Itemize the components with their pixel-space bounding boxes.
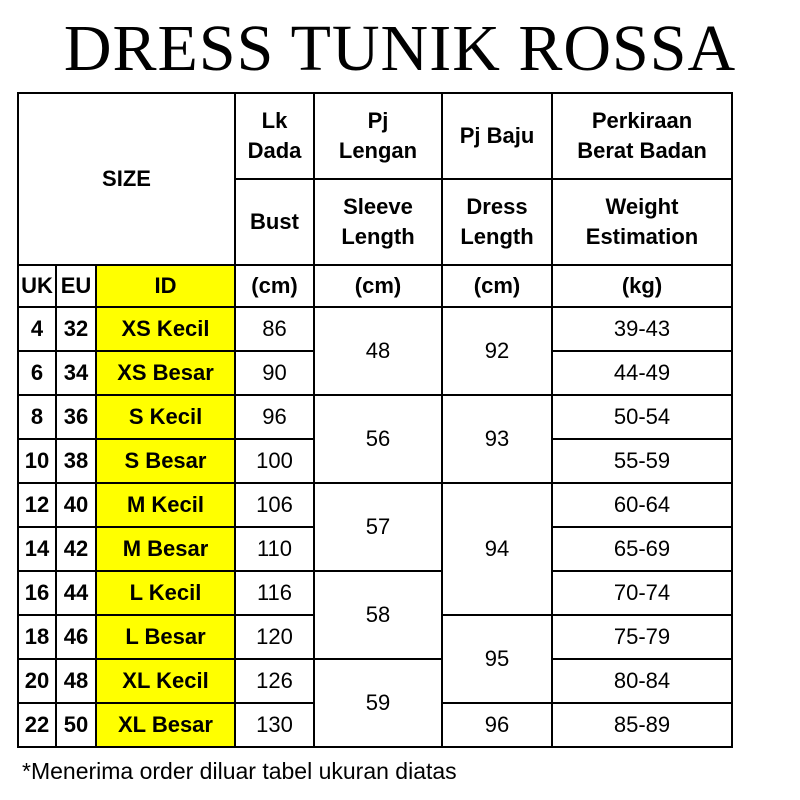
uk-cell: 22 xyxy=(18,703,56,747)
bust-unit: (cm) xyxy=(235,265,314,307)
uk-cell: 16 xyxy=(18,571,56,615)
bust-cell: 90 xyxy=(235,351,314,395)
bust-cell: 106 xyxy=(235,483,314,527)
bust-cell: 130 xyxy=(235,703,314,747)
weight-estimation-header: Weight Estimation xyxy=(552,179,732,265)
id-cell: L Besar xyxy=(96,615,235,659)
weight-unit: (kg) xyxy=(552,265,732,307)
id-cell: S Kecil xyxy=(96,395,235,439)
uk-cell: 8 xyxy=(18,395,56,439)
table-row xyxy=(18,659,732,703)
footnote: *Menerima order diluar tabel ukuran diatas xyxy=(22,758,457,784)
weight-cell: 55-59 xyxy=(552,439,732,483)
bust-cell: 96 xyxy=(235,395,314,439)
id-cell: XS Kecil xyxy=(96,307,235,351)
dress-unit: (cm) xyxy=(442,265,552,307)
uk-cell: 10 xyxy=(18,439,56,483)
eu-header: EU xyxy=(56,265,96,307)
dress-length-header: Dress Length xyxy=(442,179,552,265)
table-row xyxy=(18,395,732,439)
dress-cell: 95 xyxy=(442,615,552,703)
sleeve-cell: 48 xyxy=(314,307,442,395)
id-cell: M Kecil xyxy=(96,483,235,527)
eu-cell: 50 xyxy=(56,703,96,747)
sleeve-unit: (cm) xyxy=(314,265,442,307)
table-row xyxy=(18,483,732,527)
berat-badan-header: Perkiraan Berat Badan xyxy=(552,93,732,179)
bust-cell: 110 xyxy=(235,527,314,571)
sleeve-cell: 59 xyxy=(314,659,442,747)
weight-cell: 80-84 xyxy=(552,659,732,703)
page-title: DRESS TUNIK ROSSA xyxy=(63,12,737,85)
id-cell: XL Besar xyxy=(96,703,235,747)
weight-cell: 85-89 xyxy=(552,703,732,747)
eu-cell: 34 xyxy=(56,351,96,395)
weight-cell: 65-69 xyxy=(552,527,732,571)
size-chart-table xyxy=(17,92,733,748)
pj-baju-header: Pj Baju xyxy=(442,93,552,179)
dress-cell: 93 xyxy=(442,395,552,483)
bust-cell: 86 xyxy=(235,307,314,351)
uk-cell: 6 xyxy=(18,351,56,395)
weight-cell: 39-43 xyxy=(552,307,732,351)
size-header: SIZE xyxy=(18,93,235,265)
weight-cell: 60-64 xyxy=(552,483,732,527)
id-cell: XL Kecil xyxy=(96,659,235,703)
id-cell: XS Besar xyxy=(96,351,235,395)
eu-cell: 40 xyxy=(56,483,96,527)
uk-cell: 14 xyxy=(18,527,56,571)
bust-cell: 126 xyxy=(235,659,314,703)
dress-cell: 96 xyxy=(442,703,552,747)
eu-cell: 48 xyxy=(56,659,96,703)
sleeve-cell: 58 xyxy=(314,571,442,659)
bust-header: Bust xyxy=(235,179,314,265)
bust-cell: 100 xyxy=(235,439,314,483)
eu-cell: 32 xyxy=(56,307,96,351)
bust-cell: 120 xyxy=(235,615,314,659)
uk-header: UK xyxy=(18,265,56,307)
pj-lengan-header: Pj Lengan xyxy=(314,93,442,179)
table-row xyxy=(18,307,732,351)
eu-cell: 44 xyxy=(56,571,96,615)
uk-cell: 12 xyxy=(18,483,56,527)
uk-cell: 20 xyxy=(18,659,56,703)
weight-cell: 50-54 xyxy=(552,395,732,439)
sleeve-length-header: Sleeve Length xyxy=(314,179,442,265)
id-cell: L Kecil xyxy=(96,571,235,615)
weight-cell: 75-79 xyxy=(552,615,732,659)
dress-cell: 94 xyxy=(442,483,552,615)
uk-cell: 18 xyxy=(18,615,56,659)
eu-cell: 38 xyxy=(56,439,96,483)
dress-cell: 92 xyxy=(442,307,552,395)
eu-cell: 42 xyxy=(56,527,96,571)
lk-dada-header: Lk Dada xyxy=(235,93,314,179)
eu-cell: 36 xyxy=(56,395,96,439)
weight-cell: 44-49 xyxy=(552,351,732,395)
weight-cell: 70-74 xyxy=(552,571,732,615)
eu-cell: 46 xyxy=(56,615,96,659)
uk-cell: 4 xyxy=(18,307,56,351)
id-header: ID xyxy=(96,265,235,307)
id-cell: M Besar xyxy=(96,527,235,571)
id-cell: S Besar xyxy=(96,439,235,483)
header-row-id xyxy=(18,93,732,179)
sleeve-cell: 57 xyxy=(314,483,442,571)
sleeve-cell: 56 xyxy=(314,395,442,483)
table-row xyxy=(18,571,732,615)
bust-cell: 116 xyxy=(235,571,314,615)
header-row-units xyxy=(18,265,732,307)
